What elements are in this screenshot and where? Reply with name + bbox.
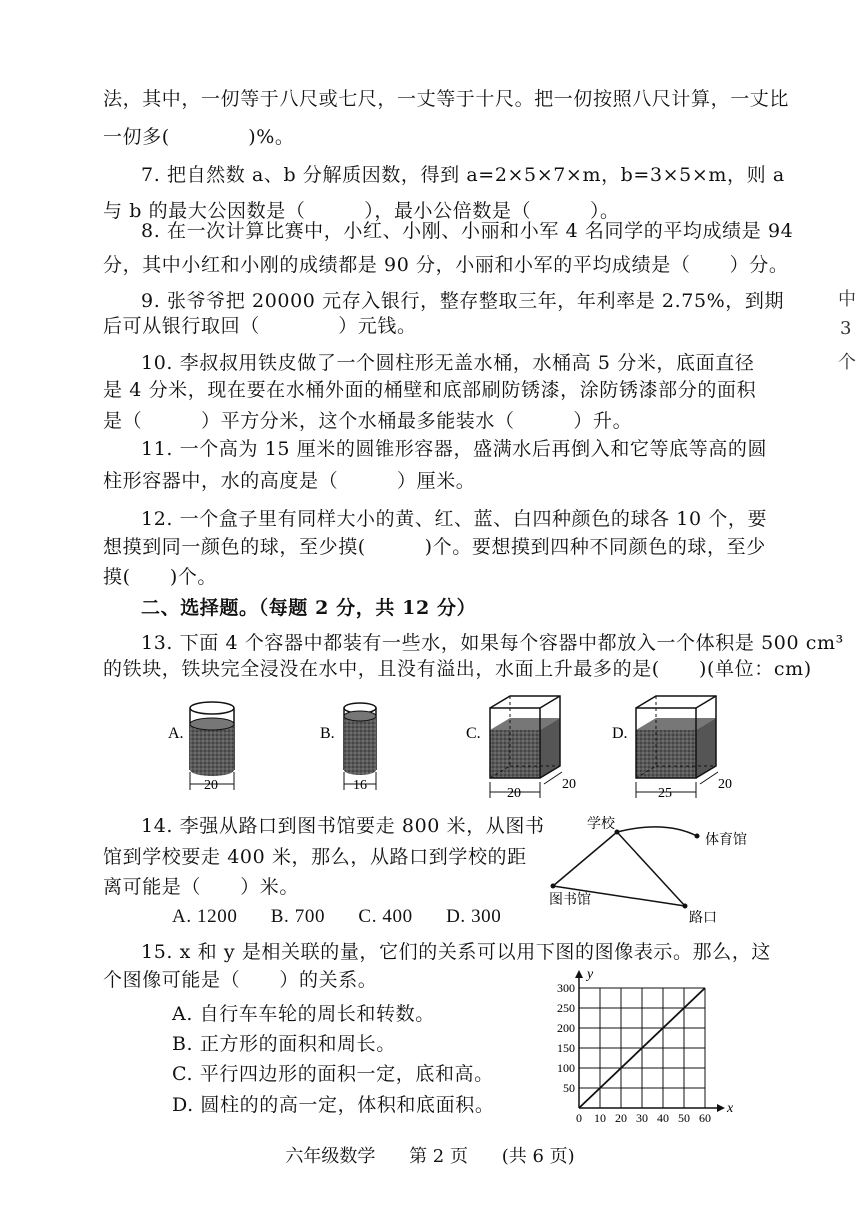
dim-label: 20 [718,777,732,792]
footer-total: (共 6 页) [501,1146,575,1167]
text-line: 的铁块，铁块完全浸没在水中，且没有溢出，水面上升最多的是( )(单位：cm) [103,658,812,680]
text-line: 柱形容器中，水的高度是（ ）厘米。 [103,470,476,492]
x-tick-label: 50 [678,1111,690,1125]
y-tick-label: 50 [563,1081,575,1095]
side-mark: 个 [838,352,856,373]
text-line: 想摸到同一颜色的球，至少摸( )个。要想摸到四种不同颜色的球，至少 [103,536,766,558]
dim-label: 20 [204,778,218,793]
side-mark: 中 [838,289,856,310]
y-tick-label: 150 [557,1041,575,1055]
text-line: 后可从银行取回（ ）元钱。 [103,315,417,337]
option-b: B. 700 [270,906,326,927]
text-line: 7. 把自然数 a、b 分解质因数，得到 a=2×5×7×m，b=3×5×m，则 a [141,164,785,186]
option-d-label: D. [612,725,628,742]
section-heading: 二、选择题。（每题 2 分，共 12 分） [141,597,477,619]
y-axis-arrow [575,970,583,978]
q13-figure [160,690,740,805]
text-line: 是 4 分米，现在要在水桶外面的桶壁和底部刷防锈漆，涂防锈漆部分的面积 [103,379,757,401]
footer-subject: 六年级数学 [285,1146,376,1167]
y-tick-label: 200 [557,1021,575,1035]
y-axis-label: y [587,968,594,982]
x-axis-arrow [717,1104,725,1112]
option-line: C. 平行四边形的面积一定，底和高。 [172,1063,494,1085]
map-label-gym: 体育馆 [705,833,747,848]
text-line: 离可能是（ ）米。 [103,876,300,898]
q15-chart [545,968,745,1128]
option-c: C. 400 [358,906,413,927]
text-line: 法，其中，一仞等于八尺或七尺，一丈等于十尺。把一仞按照八尺计算，一丈比 [103,88,790,110]
text-line: 一仞多( )%。 [103,126,295,148]
q14-options [172,905,501,929]
option-a-label: A. [168,725,184,742]
cylinder-b [344,703,376,793]
side-mark: 3 [840,318,852,339]
option-line: A. 自行车车轮的周长和转数。 [172,1003,435,1025]
cylinder-a [190,702,234,793]
page-footer [0,1142,860,1168]
option-line: B. 正方形的面积和周长。 [172,1033,396,1055]
q14-map-figure [545,812,785,932]
y-tick-label: 300 [557,981,575,995]
dim-label: 25 [658,786,672,801]
y-tick-label: 250 [557,1001,575,1015]
option-b-label: B. [320,725,335,742]
x-tick-label: 20 [615,1111,627,1125]
footer-page: 第 2 页 [409,1146,468,1167]
text-line: 与 b 的最大公因数是（ ），最小公倍数是（ ）。 [103,200,620,222]
text-line: 15. x 和 y 是相关联的量，它们的关系可以用下图的图像表示。那么，这 [141,941,772,963]
text-line: 10. 李叔叔用铁皮做了一个圆柱形无盖水桶，水桶高 5 分米，底面直径 [141,352,755,374]
text-line: 13. 下面 4 个容器中都装有一些水，如果每个容器中都放入一个体积是 500 cm³ [141,632,844,654]
text-line: 馆到学校要走 400 米，那么，从路口到学校的距 [103,846,527,868]
option-a: A. 1200 [172,906,238,927]
y-tick-label: 100 [557,1061,575,1075]
x-tick-label: 60 [699,1111,711,1125]
text-line: 9. 张爷爷把 20000 元存入银行，整存整取三年，年利率是 2.75%，到期 [141,290,785,312]
text-line: 8. 在一次计算比赛中，小红、小刚、小丽和小军 4 名同学的平均成绩是 94 [141,220,794,242]
x-tick-label: 30 [636,1111,648,1125]
dim-label: 20 [562,777,576,792]
x-axis-label: x [727,1101,734,1116]
map-label-school: 学校 [587,817,615,832]
text-line: 摸( )个。 [103,566,218,588]
box-d [636,696,732,801]
x-tick-label: 40 [657,1111,669,1125]
text-line: 个图像可能是（ ）的关系。 [103,969,378,991]
text-line: 是（ ）平方分米，这个水桶最多能装水（ ）升。 [103,410,633,432]
box-c [490,696,576,801]
x-tick-label: 0 [576,1111,582,1125]
dim-label: 16 [353,778,367,793]
x-tick-label: 10 [594,1111,606,1125]
dim-label: 20 [507,786,521,801]
option-d: D. 300 [446,906,502,927]
option-line: D. 圆柱的的高一定，体积和底面积。 [172,1094,495,1116]
map-label-library: 图书馆 [549,893,591,908]
text-line: 14. 李强从路口到图书馆要走 800 米，从图书 [141,815,545,837]
text-line: 分，其中小红和小刚的成绩都是 90 分，小丽和小军的平均成绩是（ ）分。 [103,254,789,276]
map-label-crossing: 路口 [689,911,717,926]
text-line: 11. 一个高为 15 厘米的圆锥形容器，盛满水后再倒入和它等底等高的圆 [141,438,768,460]
option-c-label: C. [466,725,481,742]
text-line: 12. 一个盒子里有同样大小的黄、红、蓝、白四种颜色的球各 10 个，要 [141,508,768,530]
